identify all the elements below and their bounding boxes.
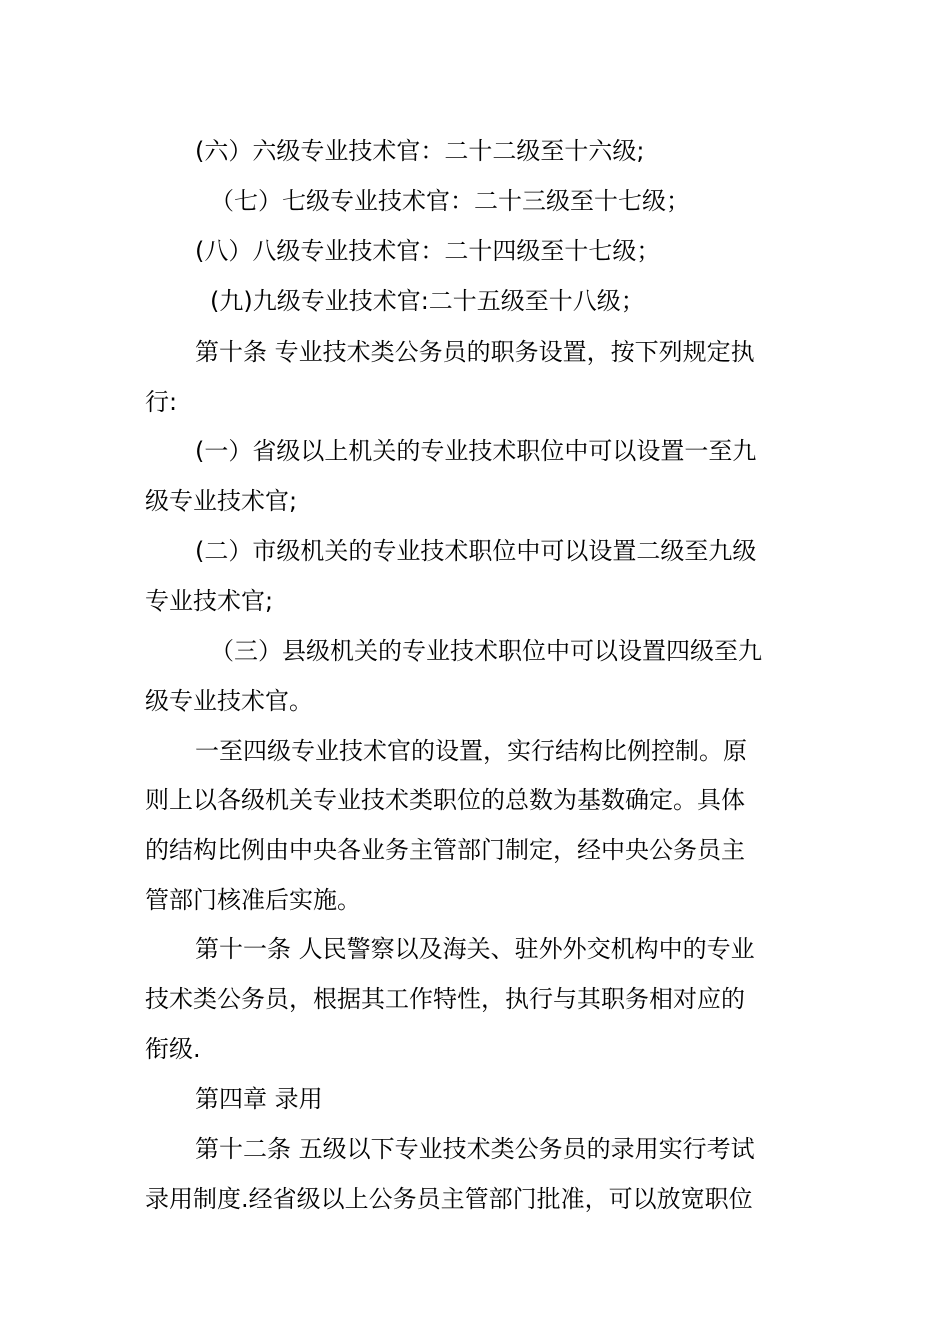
- text-line: 衔级.: [145, 1035, 201, 1063]
- text-line: 第十条 专业技术类公务员的职务设置，按下列规定执: [195, 338, 755, 366]
- text-line: （三）县级机关的专业技术职位中可以设置四级至九: [210, 637, 762, 665]
- text-line: 级专业技术官。: [145, 687, 313, 715]
- text-line: 第十一条 人民警察以及海关、驻外外交机构中的专业: [195, 935, 755, 963]
- text-line: 级专业技术官;: [145, 487, 298, 515]
- text-line: (一）省级以上机关的专业技术职位中可以设置一至九: [195, 437, 757, 465]
- text-line: 行:: [145, 388, 178, 416]
- text-line: 的结构比例由中央各业务主管部门制定，经中央公务员主: [145, 836, 745, 864]
- text-line: (八）八级专业技术官：二十四级至十七级；: [195, 237, 661, 265]
- text-line: 第十二条 五级以下专业技术类公务员的录用实行考试: [195, 1135, 755, 1163]
- chapter-heading: 第四章 录用: [195, 1085, 323, 1113]
- text-line: 专业技术官;: [145, 587, 274, 615]
- text-line: （七）七级专业技术官：二十三级至十七级；: [210, 187, 690, 215]
- text-line: 管部门核准后实施。: [145, 886, 361, 914]
- text-line: (六）六级专业技术官：二十二级至十六级;: [195, 137, 645, 165]
- text-line: 技术类公务员，根据其工作特性，执行与其职务相对应的: [145, 985, 745, 1013]
- text-line: (九)九级专业技术官:二十五级至十八级；: [210, 287, 645, 315]
- text-line: 一至四级专业技术官的设置，实行结构比例控制。原: [195, 737, 747, 765]
- text-line: (二）市级机关的专业技术职位中可以设置二级至九级: [195, 537, 757, 565]
- text-line: 则上以各级机关专业技术类职位的总数为基数确定。具体: [145, 786, 745, 814]
- text-line: 录用制度.经省级以上公务员主管部门批准，可以放宽职位: [145, 1185, 753, 1213]
